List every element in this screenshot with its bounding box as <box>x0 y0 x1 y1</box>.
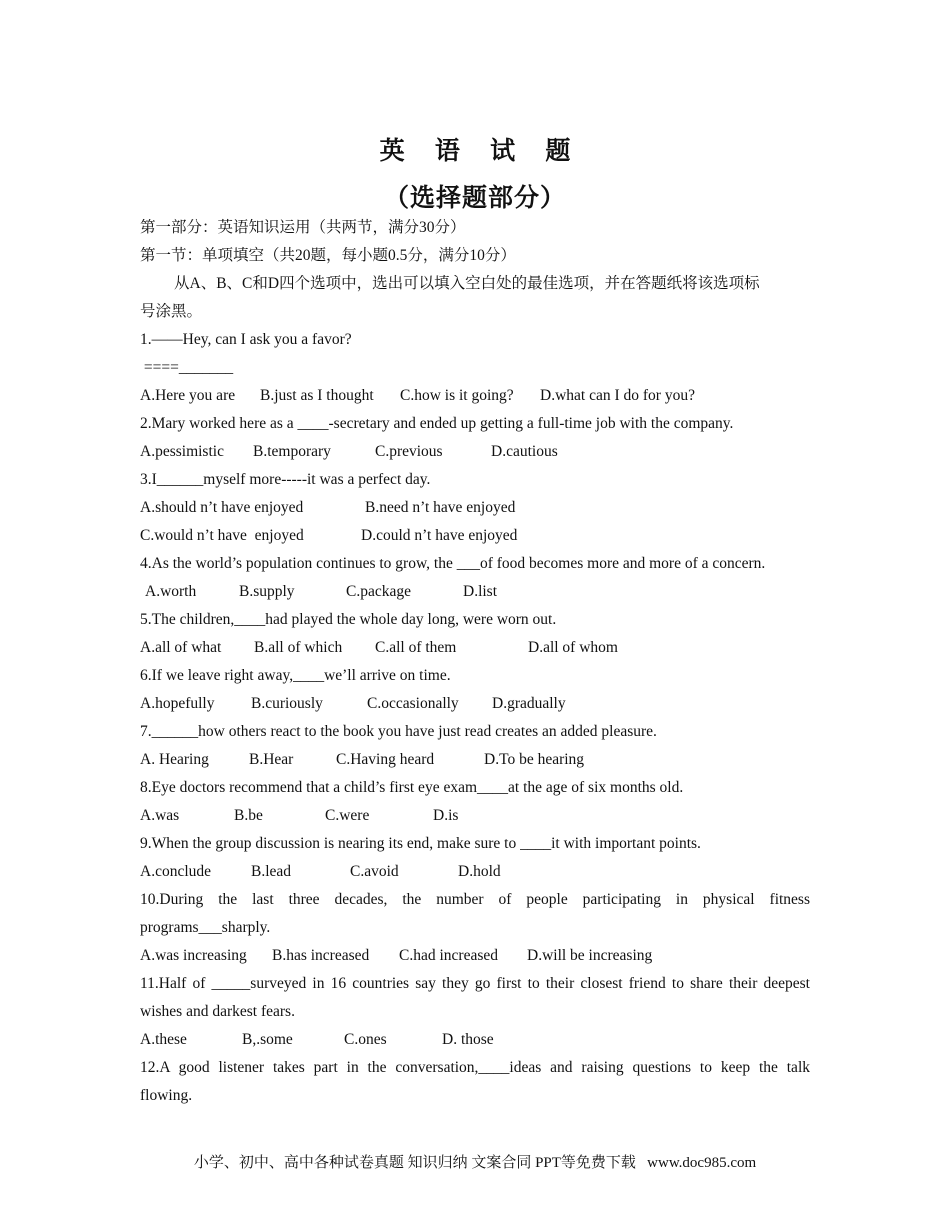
option-b: B.curiously <box>251 695 323 712</box>
question-stem: 6.If we leave right away,____we’ll arrive on time. <box>140 667 451 684</box>
question-options <box>140 942 810 970</box>
page-title: 英 语 试 题 <box>379 138 583 165</box>
option-c: C.had increased <box>399 947 498 964</box>
question-reply-blank: ====_______ <box>140 359 234 376</box>
question-stem: 8.Eye doctors recommend that a child’s first eye exam____at the age of six months old. <box>140 779 684 796</box>
option-d: D.list <box>463 583 498 600</box>
option-a: A.Here you are <box>140 387 236 404</box>
option-a: A.all of what <box>140 639 222 656</box>
question-options <box>140 1026 810 1054</box>
question-options <box>140 382 810 410</box>
option-d: D.gradually <box>492 695 566 712</box>
question-options <box>140 578 810 606</box>
option-a: A.pessimistic <box>140 443 224 460</box>
option-b: B.need n’t have enjoyed <box>365 499 516 516</box>
option-d: D.is <box>433 807 459 824</box>
question-stem: 12.A good listener takes part in the conversation,____ideas and raising questions to keep the talk <box>140 1059 810 1076</box>
option-b: B.be <box>234 807 263 824</box>
option-a: A.these <box>140 1031 187 1048</box>
question-options <box>140 438 810 466</box>
question-options <box>140 522 810 550</box>
section-heading: 第一节：单项填空（共20题，每小题0.5分，满分10分） <box>140 247 516 264</box>
instruction-line-1: 从A、B、C和D四个选项中，选出可以填入空白处的最佳选项，并在答题纸将该选项标 <box>174 275 760 292</box>
option-d: D.will be increasing <box>527 947 653 964</box>
question-stem-continued: programs___sharply. <box>140 919 271 936</box>
option-d: D.cautious <box>491 443 558 460</box>
question-options <box>140 634 810 662</box>
option-b: B,.some <box>242 1031 293 1048</box>
question-options <box>140 494 810 522</box>
option-a: A.was <box>140 807 180 824</box>
page-subtitle: （选择题部分） <box>383 185 566 212</box>
option-d: D.could n’t have enjoyed <box>361 527 518 544</box>
option-a: A.worth <box>145 583 197 600</box>
option-c: C.ones <box>344 1031 387 1048</box>
option-a: A.should n’t have enjoyed <box>140 499 304 516</box>
option-d: D.hold <box>458 863 501 880</box>
question-stem: 10.During the last three decades, the number of people participating in physical fitness <box>140 891 810 908</box>
question-stem-continued: flowing. <box>140 1087 193 1104</box>
option-c: C.package <box>346 583 411 600</box>
option-c: C.avoid <box>350 863 399 880</box>
question-options <box>140 746 810 774</box>
option-d: D.what can I do for you? <box>540 387 695 404</box>
question-options <box>140 690 810 718</box>
question-stem: 2.Mary worked here as a ____-secretary and ended up getting a full-time job with the company. <box>140 415 734 432</box>
option-d: D.To be hearing <box>484 751 585 768</box>
option-b: B.supply <box>239 583 295 600</box>
question-options <box>140 802 810 830</box>
option-c: C.previous <box>375 443 443 460</box>
question-stem: 7.______how others react to the book you have just read creates an added pleasure. <box>140 723 657 740</box>
option-c: C.all of them <box>375 639 457 656</box>
part-heading: 第一部分：英语知识运用（共两节，满分30分） <box>140 219 466 236</box>
option-a: A.conclude <box>140 863 212 880</box>
option-b: B.Hear <box>249 751 294 768</box>
instruction-line-2: 号涂黑。 <box>140 303 203 320</box>
option-c: C.would n’t have enjoyed <box>140 527 304 544</box>
option-a: A. Hearing <box>140 751 209 768</box>
option-c: C.occasionally <box>367 695 459 712</box>
option-a: A.hopefully <box>140 695 215 712</box>
question-stem-continued: wishes and darkest fears. <box>140 1003 295 1020</box>
option-b: B.just as I thought <box>260 387 374 404</box>
question-stem: 3.I______myself more-----it was a perfect day. <box>140 471 431 488</box>
option-d: D. those <box>442 1031 494 1048</box>
option-c: C.Having heard <box>336 751 435 768</box>
exam-body <box>140 214 810 1110</box>
option-c: C.were <box>325 807 370 824</box>
option-c: C.how is it going? <box>400 387 514 404</box>
question-stem: 9.When the group discussion is nearing its end, make sure to ____it with important points. <box>140 835 701 852</box>
question-stem: 11.Half of _____surveyed in 16 countries say they go first to their closest friend to share their deepest <box>140 975 810 992</box>
option-b: B.all of which <box>254 639 343 656</box>
option-b: B.lead <box>251 863 292 880</box>
question-stem: 1.——Hey, can I ask you a favor? <box>140 331 352 348</box>
option-b: B.has increased <box>272 947 370 964</box>
option-b: B.temporary <box>253 443 331 460</box>
question-stem: 5.The children,____had played the whole day long, were worn out. <box>140 611 557 628</box>
question-stem: 4.As the world’s population continues to grow, the ___of food becomes more and more of a concern. <box>140 555 766 572</box>
option-a: A.was increasing <box>140 947 247 964</box>
question-options <box>140 858 810 886</box>
option-d: D.all of whom <box>528 639 618 656</box>
page-footer: 小学、初中、高中各种试卷真题 知识归纳 文案合同 PPT等免费下载 www.doc985.com <box>193 1155 757 1171</box>
